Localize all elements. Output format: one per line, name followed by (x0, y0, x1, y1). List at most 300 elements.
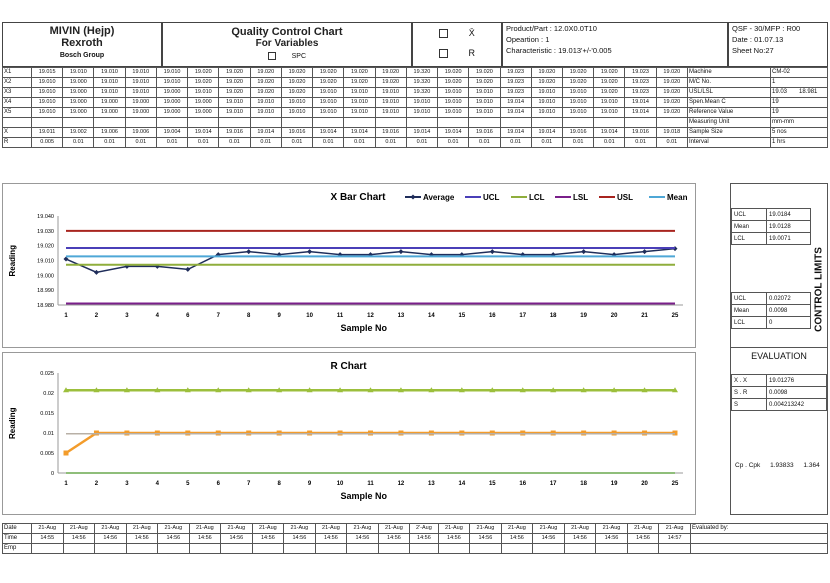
x-tick-label: 3 (125, 313, 129, 319)
footer-cell (564, 544, 596, 554)
footer-cell: 14:56 (533, 534, 565, 544)
table-cell: 19.014 (344, 128, 375, 138)
table-cell: 19.000 (63, 88, 94, 98)
table-cell: 0.01 (313, 138, 344, 148)
data-point (642, 249, 647, 254)
table-cell: 19.010 (438, 88, 469, 98)
info-label: Measuring Unit (688, 118, 771, 128)
footer-cell (659, 544, 691, 554)
table-cell: 19.010 (594, 108, 625, 118)
chart-title: X Bar Chart (330, 192, 386, 203)
footer-cell: 21-Aug (378, 524, 410, 534)
table-cell: 19.320 (406, 88, 437, 98)
footer-cell: 21-Aug (438, 524, 470, 534)
data-point (581, 431, 586, 436)
table-cell: 19.023 (500, 78, 531, 88)
x-tick-label: 14 (458, 481, 466, 487)
table-spacer-cell (281, 118, 312, 128)
table-cell: 0.005 (32, 138, 63, 148)
table-cell: 0.01 (562, 138, 593, 148)
footer-cell: 14:56 (63, 534, 95, 544)
x-tick-label: 13 (397, 313, 405, 319)
table-spacer-cell (125, 118, 156, 128)
info-label: Interval (688, 138, 771, 148)
measurement-table (2, 67, 828, 148)
x-tick-label: 4 (155, 481, 160, 487)
table-spacer-cell (344, 118, 375, 128)
table-cell: 19.010 (94, 68, 125, 78)
footer-cell: 21-Aug (95, 524, 127, 534)
table-spacer-cell (406, 118, 437, 128)
evaluation-table (731, 374, 827, 411)
panel-row (732, 293, 811, 305)
panel-row (732, 387, 827, 399)
footer-cell: 14:56 (284, 534, 316, 544)
table-cell: 19.020 (344, 68, 375, 78)
table-cell: 19.000 (156, 98, 187, 108)
cpk-value: 1.364 (803, 462, 820, 469)
panel-row (732, 209, 811, 221)
data-point (490, 431, 495, 436)
table-cell: 19.006 (94, 128, 125, 138)
table-cell: 19.320 (406, 68, 437, 78)
x-tick-label: 17 (519, 313, 527, 319)
table-cell: 19.020 (219, 88, 250, 98)
data-point (185, 267, 190, 272)
x-tick-label: 14 (428, 313, 435, 319)
x-tick-label: 18 (549, 313, 557, 319)
table-cell: 0.01 (94, 138, 125, 148)
x-tick-label: 20 (641, 481, 648, 487)
table-spacer-cell (594, 118, 625, 128)
table-cell: 19.010 (32, 108, 63, 118)
table-cell: 19.020 (594, 78, 625, 88)
operation: Opeartion : 1 (506, 35, 550, 44)
x-tick-label: 13 (428, 481, 435, 487)
r-chart (3, 353, 695, 514)
table-cell: 19.010 (406, 108, 437, 118)
chart-title: R Chart (330, 361, 367, 372)
footer-cell: 14:56 (438, 534, 470, 544)
footer-cell (158, 544, 190, 554)
panel-label: LCL (732, 317, 767, 329)
x-tick-label: 15 (458, 313, 466, 319)
spc-label-row (163, 52, 411, 60)
x-tick-label: 8 (247, 313, 251, 319)
company-name: MIVIN (Hejp) (49, 25, 115, 37)
qsf-number: QSF - 30/MFP : R00 (732, 24, 801, 33)
info-label: M/C No. (688, 78, 771, 88)
footer-cell: 14:56 (627, 534, 659, 544)
brand-name: Rexroth (61, 37, 103, 49)
table-cell: 19.000 (156, 108, 187, 118)
y-tick-label: 0 (50, 471, 54, 477)
table-cell: 19.010 (156, 78, 187, 88)
panel-value: 19.0128 (767, 221, 811, 233)
table-cell: 19.016 (219, 128, 250, 138)
evaluation-title: EVALUATION (731, 347, 827, 361)
xbar-option (413, 28, 501, 38)
table-row (3, 138, 828, 148)
table-cell: 19.020 (375, 68, 406, 78)
info-value: 19 (771, 108, 828, 118)
panel-label: LCL (732, 233, 767, 245)
table-spacer-cell (250, 118, 281, 128)
row-label: X3 (3, 88, 32, 98)
y-axis-label: Reading (8, 244, 17, 277)
table-cell: 19.020 (219, 78, 250, 88)
x-tick-label: 7 (216, 313, 220, 319)
table-cell: 0.01 (63, 138, 94, 148)
cp-row (731, 462, 827, 469)
row-label: X̄ (3, 128, 32, 138)
y-tick-label: 18.990 (37, 288, 54, 295)
table-cell: 19.020 (281, 68, 312, 78)
table-cell: 19.020 (656, 108, 687, 118)
data-point (490, 249, 495, 254)
legend-marker (411, 195, 416, 200)
info-value: 5 nos (771, 128, 828, 138)
footer-cell (410, 544, 438, 554)
x-tick-label: 18 (580, 481, 587, 487)
table-cell: 19.020 (188, 78, 219, 88)
footer-cell (32, 544, 64, 554)
footer-cell: 21-Aug (470, 524, 502, 534)
x-tick-label: 7 (247, 481, 251, 487)
table-cell: 19.020 (281, 88, 312, 98)
table-cell: 19.010 (219, 108, 250, 118)
x-axis-label: Sample No (340, 491, 388, 501)
table-cell: 19.016 (469, 128, 500, 138)
table-cell: 19.020 (469, 78, 500, 88)
y-axis-label: Reading (8, 407, 17, 439)
data-point (581, 249, 586, 254)
table-cell: 19.010 (469, 88, 500, 98)
data-point (551, 431, 556, 436)
legend-label: Average (423, 193, 455, 202)
table-cell: 19.010 (94, 78, 125, 88)
table-cell: 19.020 (656, 78, 687, 88)
footer-evaluated-cell (691, 534, 828, 544)
footer-label: Emp (3, 544, 32, 554)
x-tick-label: 2 (94, 313, 99, 319)
characteristic: Characteristic : 19.013'+/-'0.005 (506, 46, 612, 55)
xbar-limits-table (731, 208, 811, 245)
x-tick-label: 19 (610, 481, 618, 487)
table-cell: 0.01 (500, 138, 531, 148)
footer-cell: 14:56 (315, 534, 347, 544)
table-cell: 19.014 (188, 128, 219, 138)
data-point (307, 431, 312, 436)
table-cell: 19.000 (188, 108, 219, 118)
x-tick-label: 2 (94, 481, 99, 487)
footer-cell: 14:56 (596, 534, 628, 544)
table-row (3, 88, 828, 98)
table-cell: 0.01 (125, 138, 156, 148)
table-cell: 19.000 (125, 108, 156, 118)
table-cell: 19.016 (625, 128, 656, 138)
table-spacer-cell (531, 118, 562, 128)
r-chart-box (2, 352, 696, 515)
table-spacer-cell (94, 118, 125, 128)
sheet-date: Date : 01.07.13 (732, 35, 784, 44)
page-title: Quality Control Chart (231, 26, 343, 38)
table-cell: 19.014 (250, 128, 281, 138)
table-cell: 19.014 (531, 128, 562, 138)
table-cell: 19.010 (406, 98, 437, 108)
table-cell: 0.01 (156, 138, 187, 148)
table-cell: 19.010 (594, 98, 625, 108)
row-label: X2 (3, 78, 32, 88)
table-cell: 19.020 (594, 68, 625, 78)
header-title-block (162, 22, 412, 67)
legend-label: Mean (667, 193, 688, 202)
panel-label: Mean (732, 305, 767, 317)
table-cell: 19.006 (125, 128, 156, 138)
footer-cell (284, 544, 316, 554)
table-cell: 19.010 (250, 108, 281, 118)
xbar-symbol: X̄ (468, 28, 475, 38)
table-cell: 19.010 (344, 98, 375, 108)
table-row (3, 98, 828, 108)
footer-row (3, 524, 828, 534)
panel-value: 0.0098 (767, 305, 811, 317)
table-spacer-cell (438, 118, 469, 128)
panel-label: UCL (732, 293, 767, 305)
footer-cell (470, 544, 502, 554)
footer-cell: 14:56 (347, 534, 379, 544)
panel-label: Mean (732, 221, 767, 233)
data-point (185, 431, 190, 436)
footer-cell (533, 544, 565, 554)
row-label: R (3, 138, 32, 148)
table-cell: 19.010 (562, 108, 593, 118)
table-cell: 19.020 (594, 88, 625, 98)
table-cell: 19.002 (63, 128, 94, 138)
footer-cell: 14:56 (564, 534, 596, 544)
table-cell: 19.020 (562, 68, 593, 78)
data-point (368, 431, 373, 436)
table-row (3, 118, 828, 128)
data-point (94, 431, 99, 436)
table-cell: 0.01 (625, 138, 656, 148)
table-cell: 19.010 (32, 78, 63, 88)
table-cell: 19.020 (438, 78, 469, 88)
footer-cell (189, 544, 221, 554)
table-spacer-cell (375, 118, 406, 128)
x-tick-label: 17 (549, 481, 557, 487)
y-tick-label: 0.02 (43, 391, 54, 397)
x-tick-label: 9 (277, 313, 281, 319)
footer-cell: 14:56 (126, 534, 158, 544)
footer-cell (627, 544, 659, 554)
footer-cell: 21-Aug (596, 524, 628, 534)
footer-cell: 21-Aug (659, 524, 691, 534)
header-doc-block (728, 22, 828, 67)
data-point (429, 431, 434, 436)
footer-cell: 14:56 (158, 534, 190, 544)
x-tick-label: 20 (610, 313, 618, 319)
x-tick-label: 5 (186, 481, 190, 487)
spc-label: SPC (291, 52, 307, 60)
table-cell: 0.01 (344, 138, 375, 148)
panel-row (732, 221, 811, 233)
table-row (3, 68, 828, 78)
table-cell: 19.014 (438, 128, 469, 138)
sheet-number: Sheet No:27 (732, 46, 774, 55)
table-cell: 19.020 (531, 78, 562, 88)
table-cell: 19.000 (63, 108, 94, 118)
table-cell: 19.016 (281, 128, 312, 138)
footer-row (3, 534, 828, 544)
table-cell: 19.000 (125, 98, 156, 108)
table-cell: 19.016 (562, 128, 593, 138)
x-tick-label: 6 (216, 481, 220, 487)
table-cell: 19.014 (625, 98, 656, 108)
footer-cell: 21-Aug (221, 524, 253, 534)
table-spacer-cell (625, 118, 656, 128)
panel-label: X . X (732, 375, 767, 387)
footer-cell: 14:56 (470, 534, 502, 544)
table-cell: 19.010 (94, 88, 125, 98)
table-cell: 19.010 (32, 88, 63, 98)
footer-cell (221, 544, 253, 554)
footer-cell: 14:56 (378, 534, 410, 544)
footer-cell: 21-Aug (63, 524, 95, 534)
legend-label: LCL (529, 193, 545, 202)
xbar-chart-box (2, 183, 696, 348)
legend-label: UCL (483, 193, 500, 202)
table-cell: 19.010 (219, 98, 250, 108)
x-tick-label: 11 (367, 481, 374, 487)
y-tick-label: 19.020 (37, 243, 54, 250)
table-cell: 19.020 (656, 68, 687, 78)
panel-row (732, 399, 827, 411)
data-point (612, 431, 617, 436)
table-row (3, 128, 828, 138)
footer-cell: 21-Aug (126, 524, 158, 534)
x-tick-label: 3 (125, 481, 129, 487)
footer-cell (378, 544, 410, 554)
x-tick-label: 10 (306, 313, 313, 319)
x-tick-label: 11 (336, 313, 344, 319)
info-label: USL/LSL (688, 88, 771, 98)
table-cell: 19.010 (531, 108, 562, 118)
footer-cell: 21-Aug (627, 524, 659, 534)
footer-cell (126, 544, 158, 554)
info-value: CM-02 (771, 68, 828, 78)
y-tick-label: 19.000 (37, 273, 54, 280)
table-cell: 19.010 (469, 98, 500, 108)
footer-cell: 14:55 (32, 534, 64, 544)
y-tick-label: 0.01 (43, 431, 54, 437)
data-point (277, 431, 282, 436)
footer-cell: 14:56 (252, 534, 284, 544)
cp-value: 1.93833 (770, 462, 794, 469)
table-cell: 19.020 (250, 68, 281, 78)
table-cell: 19.010 (438, 108, 469, 118)
footer-cell: 21-Aug (284, 524, 316, 534)
table-cell: 19.014 (625, 108, 656, 118)
footer-cell: 14:56 (189, 534, 221, 544)
x-tick-label: 8 (277, 481, 281, 487)
data-point (673, 431, 678, 436)
panel-row (732, 305, 811, 317)
info-label: Sample Size (688, 128, 771, 138)
table-cell: 19.010 (156, 68, 187, 78)
table-cell: 19.023 (500, 88, 531, 98)
x-tick-label: 12 (397, 481, 405, 487)
info-label: Machine (688, 68, 771, 78)
table-cell: 19.000 (63, 78, 94, 88)
table-cell: 0.01 (656, 138, 687, 148)
table-cell: 19.010 (344, 88, 375, 98)
footer-cell (501, 544, 533, 554)
table-cell: 0.01 (594, 138, 625, 148)
series-line (66, 433, 675, 453)
y-tick-label: 0.015 (40, 411, 54, 417)
table-cell: 19.010 (375, 88, 406, 98)
table-cell: 19.020 (219, 68, 250, 78)
footer-cell: 21-Aug (189, 524, 221, 534)
footer-cell: 2'-Aug (410, 524, 438, 534)
table-cell: 19.010 (125, 88, 156, 98)
table-cell: 19.000 (156, 88, 187, 98)
table-cell: 0.01 (250, 138, 281, 148)
data-point (64, 451, 69, 456)
table-cell: 0.01 (188, 138, 219, 148)
table-cell: 19.010 (250, 98, 281, 108)
header-chart-type-block (412, 22, 502, 67)
table-cell: 19.014 (313, 128, 344, 138)
table-cell: 19.010 (125, 68, 156, 78)
row-label: X4 (3, 98, 32, 108)
table-cell: 19.010 (531, 88, 562, 98)
table-cell: 19.020 (281, 78, 312, 88)
footer-cell: 21-Aug (501, 524, 533, 534)
r-checkbox-icon (439, 49, 448, 58)
table-spacer-cell (469, 118, 500, 128)
footer-cell (347, 544, 379, 554)
table-cell: 19.010 (281, 108, 312, 118)
row-label: X1 (3, 68, 32, 78)
table-cell: 19.010 (469, 108, 500, 118)
panel-row (732, 375, 827, 387)
cp-label: Cp . Cpk (735, 462, 761, 469)
table-spacer-cell (500, 118, 531, 128)
table-cell: 19.018 (656, 128, 687, 138)
x-tick-label: 21 (641, 313, 648, 319)
table-cell: 19.010 (531, 98, 562, 108)
info-value: 1 hrs (771, 138, 828, 148)
panel-row (732, 233, 811, 245)
info-label: Reference Value (688, 108, 771, 118)
table-cell: 19.010 (562, 88, 593, 98)
footer-cell: 14:56 (410, 534, 438, 544)
table-spacer-cell (656, 118, 687, 128)
product-part: Product/Part : 12.0X0.0T10 (506, 24, 597, 33)
table-cell: 19.020 (188, 68, 219, 78)
table-cell: 19.010 (375, 108, 406, 118)
footer-cell: 21-Aug (533, 524, 565, 534)
table-spacer-cell (188, 118, 219, 128)
table-cell: 19.014 (500, 98, 531, 108)
footer-cell (596, 544, 628, 554)
table-cell: 19.010 (313, 98, 344, 108)
footer-label: Date (3, 524, 32, 534)
page-subtitle: For Variables (255, 38, 319, 49)
table-spacer-cell (3, 118, 32, 128)
